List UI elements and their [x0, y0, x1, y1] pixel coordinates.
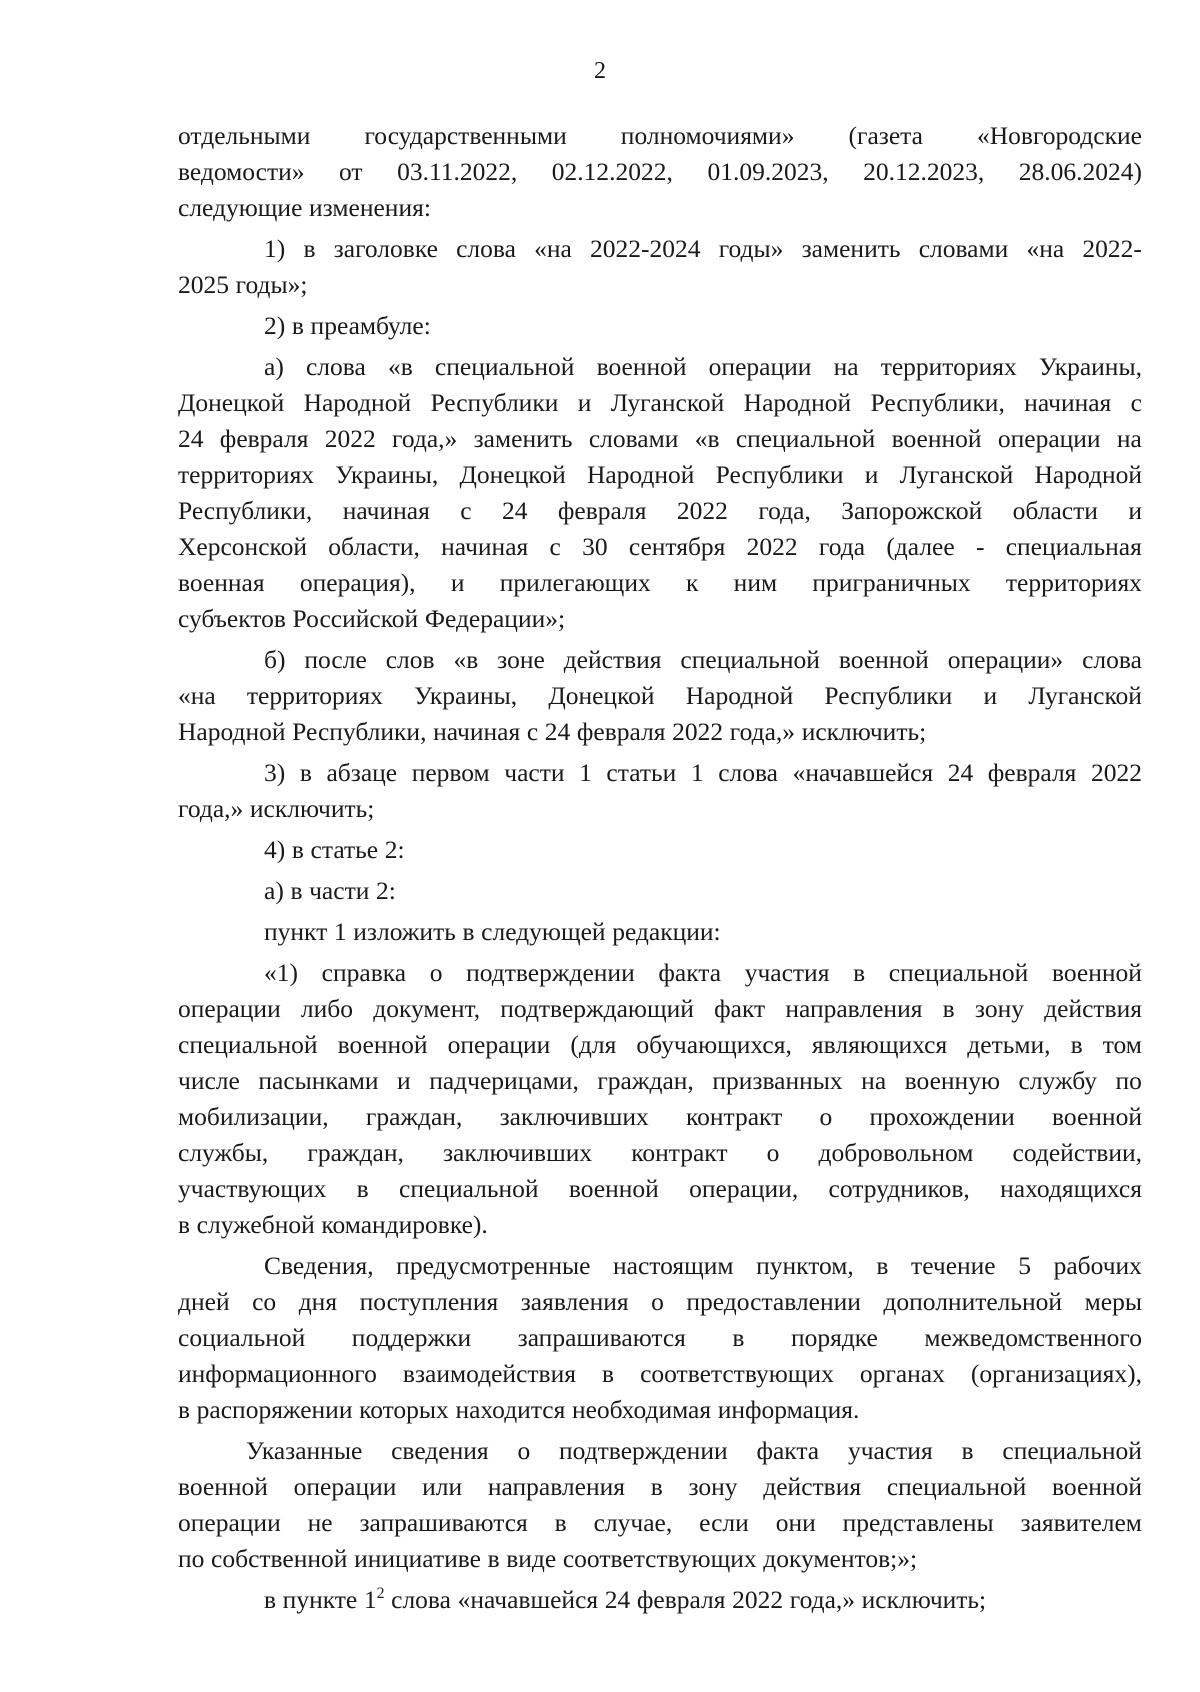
paragraph-line: а) слова «в специальной военной операции на территориях Украины,: [264, 352, 1142, 381]
text-line: операции либо документ, подтверждающий факт направления в зону действия: [178, 994, 1142, 1023]
text-line: в служебной командировке).: [178, 1210, 488, 1239]
paragraph-line: б) после слов «в зоне действия специальной военной операции» слова: [264, 645, 1142, 674]
text-line: мобилизации, граждан, заключивших контракт о прохождении военной: [178, 1102, 1142, 1131]
text-line: в распоряжении которых находится необходимая информация.: [178, 1395, 860, 1424]
text-line: числе пасынками и падчерицами, граждан, призванных на военную службу по: [178, 1066, 1142, 1095]
text-line: Народной Республики, начиная с 24 февраля 2022 года,» исключить;: [178, 717, 927, 746]
text-line: участвующих в специальной военной операции, сотрудников, находящихся: [178, 1174, 1142, 1203]
text-line: Херсонской области, начиная с 30 сентября 2022 года (далее - специальная: [178, 532, 1142, 561]
page-number: 2: [594, 58, 606, 84]
text-line: военная операция), и прилегающих к ним приграничных территориях: [178, 568, 1142, 597]
document-body: [178, 118, 1142, 1618]
paragraph-line: 1) в заголовке слова «на 2022-2024 годы» заменить словами «на 2022-: [264, 234, 1142, 263]
text-line: года,» исключить;: [178, 794, 375, 823]
text-line: информационного взаимодействия в соответствующих органах (организациях),: [178, 1359, 1142, 1388]
superscript-2: 2: [376, 1585, 385, 1603]
text-line: дней со дня поступления заявления о предоставлении дополнительной меры: [178, 1287, 1142, 1316]
paragraph-line: 2) в преамбуле:: [264, 311, 431, 340]
text-line: социальной поддержки запрашиваются в порядке межведомственного: [178, 1323, 1142, 1352]
paragraph-line: 3) в абзаце первом части 1 статьи 1 слова «начавшейся 24 февраля 2022: [264, 758, 1142, 787]
text-line: специальной военной операции (для обучающихся, являющихся детьми, в том: [178, 1030, 1142, 1059]
text-line: ведомости» от 03.11.2022, 02.12.2022, 01.09.2023, 20.12.2023, 28.06.2024): [178, 157, 1142, 186]
paragraph-line: пункт 1 изложить в следующей редакции:: [264, 917, 721, 946]
text-line: 24 февраля 2022 года,» заменить словами «в специальной военной операции на: [178, 424, 1142, 453]
paragraph-line: «1) справка о подтверждении факта участия в специальной военной: [264, 958, 1142, 987]
text-line: Донецкой Народной Республики и Луганской Народной Республики, начиная с: [178, 388, 1142, 417]
text-line: следующие изменения:: [178, 193, 431, 222]
paragraph-line: Сведения, предусмотренные настоящим пунктом, в течение 5 рабочих: [264, 1251, 1142, 1280]
text-line: по собственной инициативе в виде соответствующих документов;»;: [178, 1544, 918, 1573]
text-line: территориях Украины, Донецкой Народной Республики и Луганской Народной: [178, 460, 1142, 489]
text-line: Республики, начиная с 24 февраля 2022 года, Запорожской области и: [178, 496, 1142, 525]
text-line: операции не запрашиваются в случае, если они представлены заявителем: [178, 1508, 1142, 1537]
text-line: службы, граждан, заключивших контракт о добровольном содействии,: [178, 1138, 1142, 1167]
paragraph-line: в пункте $1^2$ слова «начавшейся 24 февраля 2022 года,» исключить;: [264, 1585, 987, 1614]
paragraph-line: Указанные сведения о подтверждении факта участия в специальной: [246, 1436, 1142, 1465]
text-line: военной операции или направления в зону действия специальной военной: [178, 1472, 1142, 1501]
paragraph-line: 4) в статье 2:: [264, 835, 405, 864]
text-line: 2025 годы»;: [178, 270, 308, 299]
text-line: «на территориях Украины, Донецкой Народной Республики и Луганской: [178, 681, 1142, 710]
text-line: субъектов Российской Федерации»;: [178, 604, 566, 633]
text-line: отдельными государственными полномочиями» (газета «Новгородские: [178, 121, 1142, 150]
paragraph-line: а) в части 2:: [264, 876, 396, 905]
